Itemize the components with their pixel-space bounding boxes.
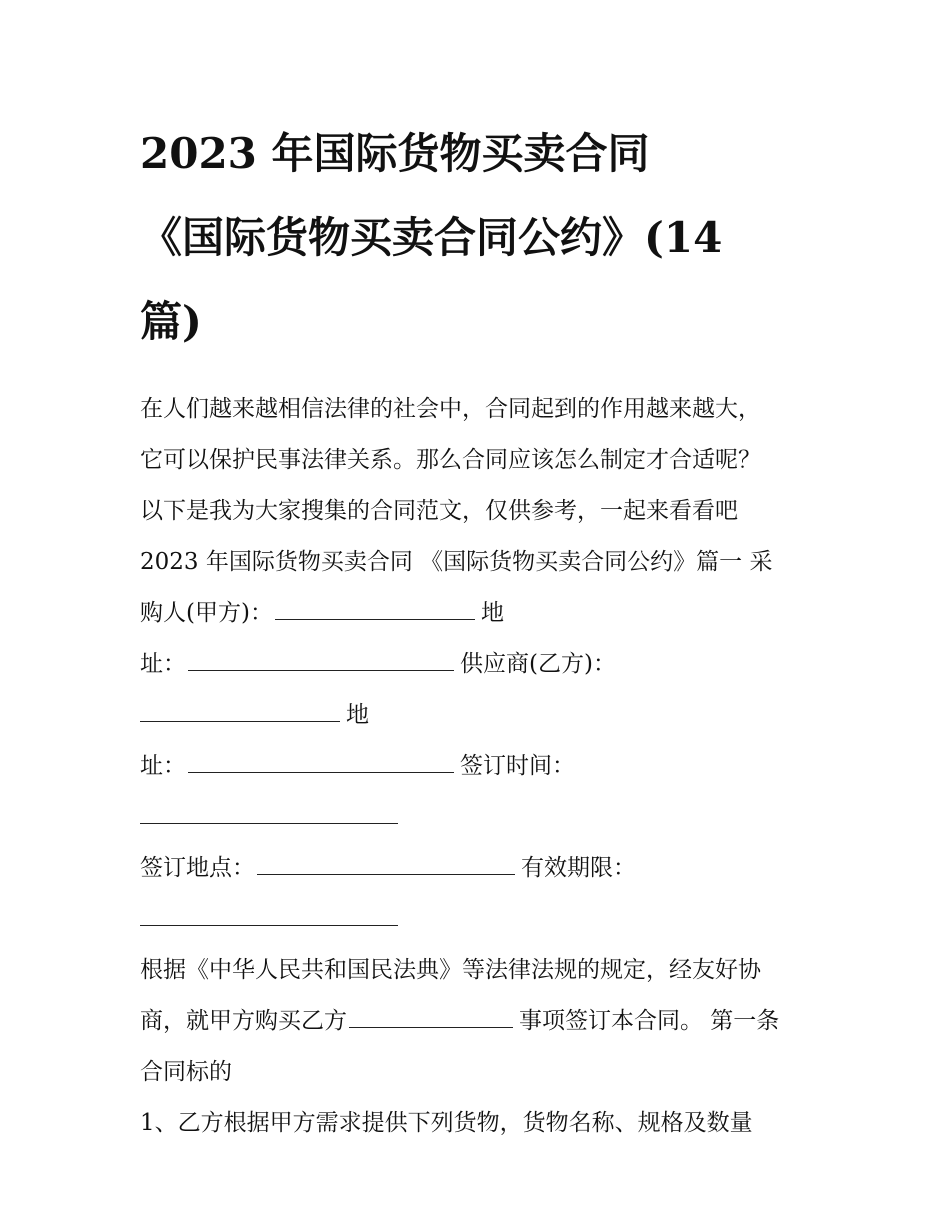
- intro-line-3: 以下是我为大家搜集的合同范文，仅供参考，一起来看看吧: [140, 498, 738, 524]
- address-head-2: 址：: [140, 753, 186, 779]
- document-title: [140, 112, 820, 364]
- supplier-label: 供应商(乙方)：: [460, 651, 616, 677]
- intro-line-1: 在人们越来越相信法律的社会中，合同起到的作用越来越大，: [140, 396, 761, 422]
- supplier-address-blank: [188, 752, 454, 773]
- supplier-address-line: [140, 741, 820, 792]
- buyer-blank: [275, 599, 475, 620]
- signing-place-label: 签订地点：: [140, 855, 255, 881]
- signing-place-line: [140, 843, 820, 894]
- buyer-line: [140, 588, 820, 639]
- document-body: [140, 384, 820, 1149]
- intro-line-2: 它可以保护民事法律关系。那么合同应该怎么制定才合适呢？: [140, 447, 761, 473]
- clause-line-2: [140, 996, 820, 1047]
- validity-label: 有效期限：: [521, 855, 636, 881]
- signing-time-blank: [140, 803, 398, 824]
- validity-line: [140, 894, 820, 945]
- signing-place-blank: [257, 854, 515, 875]
- clause-line-2-prefix: 商，就甲方购买乙方: [140, 1008, 347, 1034]
- title-line-1: 2023 年国际货物买卖合同: [140, 129, 650, 178]
- clause-line-4: 1、乙方根据甲方需求提供下列货物，货物名称、规格及数量: [140, 1110, 753, 1136]
- title-line-2: 《国际货物买卖合同公约》(14: [140, 213, 723, 262]
- intro-line-4: 2023 年国际货物买卖合同 《国际货物买卖合同公约》篇一 采: [140, 549, 773, 575]
- clause-line-3: 合同标的: [140, 1059, 232, 1085]
- signing-time-line: [140, 792, 820, 843]
- clause-line-1: 根据《中华人民共和国民法典》等法律法规的规定，经友好协: [140, 957, 761, 983]
- address-tail-2: 地: [346, 702, 369, 728]
- validity-blank: [140, 905, 398, 926]
- purchase-item-blank: [349, 1007, 513, 1028]
- address-tail-1: 地: [480, 600, 504, 626]
- buyer-address-blank: [188, 650, 454, 671]
- address-head-1: 址：: [140, 651, 186, 677]
- clause-line-2-suffix: 事项签订本合同。 第一条: [519, 1008, 780, 1034]
- buyer-label: 购人(甲方)：: [140, 600, 273, 626]
- buyer-address-line: [140, 639, 820, 690]
- title-line-3: 篇): [140, 297, 202, 346]
- signing-time-label: 签订时间：: [460, 753, 575, 779]
- document-page: [140, 112, 820, 1149]
- supplier-blank: [140, 701, 340, 722]
- supplier-line: [140, 690, 820, 741]
